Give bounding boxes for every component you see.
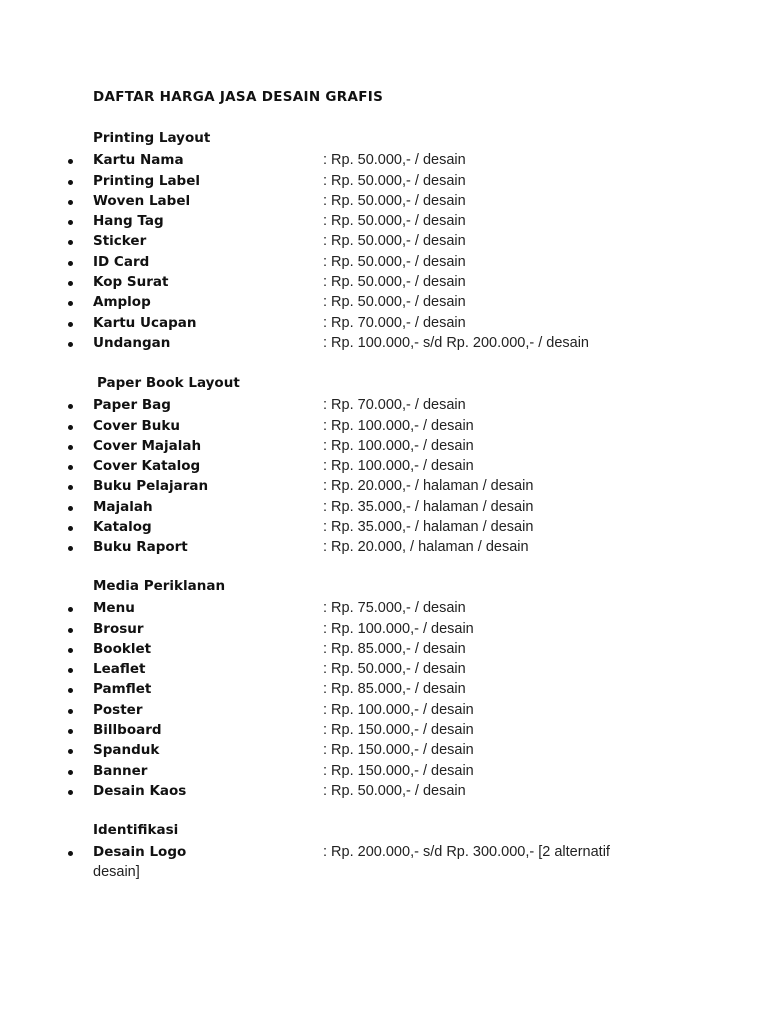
item-price: : Rp. 70.000,- / desain	[323, 397, 466, 414]
document-title: DAFTAR HARGA JASA DESAIN GRAFIS	[93, 89, 384, 105]
bullet-icon	[68, 668, 73, 673]
item-price: : Rp. 85.000,- / desain	[323, 640, 466, 657]
item-name: Booklet	[93, 640, 152, 657]
list-item	[0, 191, 768, 211]
list-item	[0, 476, 768, 496]
item-price: : Rp. 100.000,- / desain	[323, 437, 474, 454]
list-item	[0, 781, 768, 801]
bullet-icon	[68, 322, 73, 327]
item-name: Kartu Ucapan	[93, 314, 197, 331]
list-item	[0, 252, 768, 272]
item-name: Hang Tag	[93, 213, 164, 230]
list-item	[0, 619, 768, 639]
bullet-icon	[68, 301, 73, 306]
item-price: : Rp. 50.000,- / desain	[323, 274, 466, 291]
item-price: : Rp. 150.000,- / desain	[323, 722, 474, 739]
bullet-icon	[68, 465, 73, 470]
item-price: : Rp. 100.000,- / desain	[323, 701, 474, 718]
bullet-icon	[68, 709, 73, 714]
item-name: Buku Raport	[93, 539, 188, 556]
list-item	[0, 740, 768, 760]
list-item	[0, 272, 768, 292]
item-price: : Rp. 50.000,- / desain	[323, 213, 466, 230]
bullet-icon	[68, 220, 73, 225]
item-name: Kop Surat	[93, 274, 169, 291]
bullet-icon	[68, 485, 73, 490]
list-item	[0, 313, 768, 333]
list-item	[0, 150, 768, 170]
item-name: Billboard	[93, 722, 162, 739]
item-name: Brosur	[93, 620, 144, 637]
list-item	[0, 639, 768, 659]
bullet-icon	[68, 851, 73, 856]
bullet-icon	[68, 159, 73, 164]
list-item	[0, 171, 768, 191]
item-price: : Rp. 100.000,- / desain	[323, 458, 474, 475]
item-name: Amplop	[93, 294, 151, 311]
item-name: Buku Pelajaran	[93, 478, 209, 495]
item-price: : Rp. 100.000,- / desain	[323, 417, 474, 434]
list-item	[0, 517, 768, 537]
item-name: Menu	[93, 600, 135, 617]
price-list	[0, 598, 768, 801]
bullet-icon	[68, 546, 73, 551]
item-name: Woven Label	[93, 192, 191, 209]
list-item	[0, 292, 768, 312]
bullet-icon	[68, 749, 73, 754]
item-name: ID Card	[93, 253, 150, 270]
list-item	[0, 456, 768, 476]
item-price: : Rp. 50.000,- / desain	[323, 152, 466, 169]
item-price: : Rp. 20.000, / halaman / desain	[323, 539, 529, 556]
item-price: : Rp. 100.000,- s/d Rp. 200.000,- / desain	[323, 334, 589, 351]
item-price: : Rp. 85.000,- / desain	[323, 681, 466, 698]
item-price: : Rp. 200.000,- s/d Rp. 300.000,- [2 alternatif	[323, 844, 610, 861]
item-name: Poster	[93, 701, 143, 718]
bullet-icon	[68, 425, 73, 430]
list-item	[0, 659, 768, 679]
item-price: : Rp. 50.000,- / desain	[323, 782, 466, 799]
bullet-icon	[68, 688, 73, 693]
item-name: Cover Majalah	[93, 437, 202, 454]
price-list	[0, 150, 768, 353]
item-price: : Rp. 20.000,- / halaman / desain	[323, 478, 534, 495]
item-name: Banner	[93, 762, 148, 779]
list-item	[0, 416, 768, 436]
item-price: : Rp. 35.000,- / halaman / desain	[323, 498, 534, 515]
list-item	[0, 497, 768, 517]
item-name: Cover Katalog	[93, 458, 201, 475]
list-item	[0, 761, 768, 781]
item-name: Undangan	[93, 334, 171, 351]
bullet-icon	[68, 200, 73, 205]
item-price: : Rp. 100.000,- / desain	[323, 620, 474, 637]
list-item	[0, 720, 768, 740]
bullet-icon	[68, 729, 73, 734]
item-name: Majalah	[93, 498, 153, 515]
bullet-icon	[68, 261, 73, 266]
list-item	[0, 231, 768, 251]
item-price: : Rp. 50.000,- / desain	[323, 233, 466, 250]
item-name: Desain Kaos	[93, 782, 187, 799]
item-price: : Rp. 35.000,- / halaman / desain	[323, 519, 534, 536]
list-item	[0, 537, 768, 557]
item-price: : Rp. 75.000,- / desain	[323, 600, 466, 617]
price-list	[0, 395, 768, 557]
list-item	[0, 436, 768, 456]
bullet-icon	[68, 445, 73, 450]
item-price: : Rp. 50.000,- / desain	[323, 192, 466, 209]
list-item	[0, 700, 768, 720]
bullet-icon	[68, 628, 73, 633]
item-name: Pamflet	[93, 681, 152, 698]
section-heading: Printing Layout	[93, 130, 211, 146]
bullet-icon	[68, 404, 73, 409]
item-price: : Rp. 70.000,- / desain	[323, 314, 466, 331]
item-price: : Rp. 50.000,- / desain	[323, 661, 466, 678]
item-price: : Rp. 50.000,- / desain	[323, 253, 466, 270]
bullet-icon	[68, 790, 73, 795]
list-item	[0, 679, 768, 699]
item-name: Katalog	[93, 519, 152, 536]
list-item	[0, 395, 768, 415]
item-price: : Rp. 150.000,- / desain	[323, 762, 474, 779]
item-name: Spanduk	[93, 742, 160, 759]
bullet-icon	[68, 240, 73, 245]
item-price-continuation: desain]	[93, 864, 140, 881]
item-name: Desain Logo	[93, 844, 187, 861]
section-heading: Media Periklanan	[93, 578, 226, 594]
item-name: Cover Buku	[93, 417, 180, 434]
item-price: : Rp. 50.000,- / desain	[323, 294, 466, 311]
item-name: Printing Label	[93, 172, 201, 189]
bullet-icon	[68, 607, 73, 612]
bullet-icon	[68, 526, 73, 531]
section-heading: Paper Book Layout	[97, 375, 240, 391]
bullet-icon	[68, 180, 73, 185]
item-name: Paper Bag	[93, 397, 171, 414]
bullet-icon	[68, 506, 73, 511]
bullet-icon	[68, 342, 73, 347]
list-item	[0, 842, 768, 884]
bullet-icon	[68, 281, 73, 286]
bullet-icon	[68, 648, 73, 653]
item-price: : Rp. 150.000,- / desain	[323, 742, 474, 759]
list-item	[0, 598, 768, 618]
item-name: Sticker	[93, 233, 147, 250]
item-name: Kartu Nama	[93, 152, 184, 169]
list-item	[0, 211, 768, 231]
bullet-icon	[68, 770, 73, 775]
price-list	[0, 842, 768, 884]
section-heading: Identifikasi	[93, 822, 179, 838]
list-item	[0, 333, 768, 353]
item-price: : Rp. 50.000,- / desain	[323, 172, 466, 189]
item-name: Leaflet	[93, 661, 146, 678]
